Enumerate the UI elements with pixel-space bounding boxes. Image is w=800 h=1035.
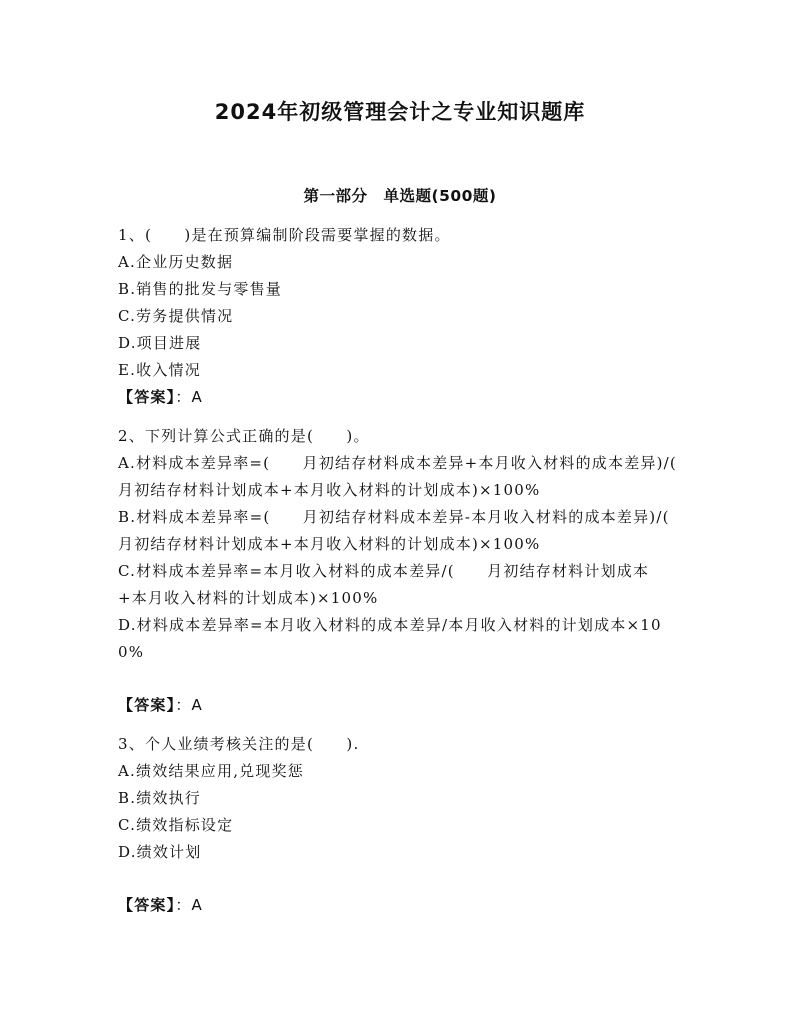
question-3: [118, 731, 678, 919]
spacer: [118, 866, 678, 892]
option-c: C.绩效指标设定: [118, 816, 234, 834]
spacer: [118, 719, 678, 731]
option-b: B.绩效执行: [118, 789, 201, 807]
question-stem: 1、( )是在预算编制阶段需要掌握的数据。: [118, 226, 451, 244]
spacer: [118, 666, 678, 692]
answer-value: ：A: [175, 896, 203, 914]
answer: [118, 692, 678, 719]
spacer: [118, 411, 678, 423]
option-c: C.材料成本差异率=本月收入材料的成本差异/( 月初结存材料计划成本+本月收入材料的计划成本)×100%: [118, 562, 650, 607]
answer: [118, 384, 678, 411]
option-a: A.企业历史数据: [118, 253, 234, 271]
option-b: B.材料成本差异率=( 月初结存材料成本差异-本月收入材料的成本差异)/( 月初结存材料计划成本+本月收入材料的计划成本)×100%: [118, 508, 703, 553]
document-title: 2024年初级管理会计之专业知识题库: [214, 100, 586, 124]
option-c: C.劳务提供情况: [118, 307, 234, 325]
option-e: E.收入情况: [118, 361, 201, 379]
answer-label: 【答案】: [118, 896, 176, 914]
answer-label: 【答案】: [118, 388, 176, 406]
question-2: [118, 423, 710, 719]
answer-label: 【答案】: [118, 696, 176, 714]
option-a: A.材料成本差异率=( 月初结存材料成本差异+本月收入材料的成本差异)/( 月初结存材料计划成本+本月收入材料的计划成本)×100%: [118, 454, 710, 499]
section-title: 第一部分 单选题(500题): [303, 187, 497, 205]
answer-value: ：A: [175, 388, 203, 406]
answer-value: ：A: [175, 696, 203, 714]
question-stem: 3、个人业绩考核关注的是( ).: [118, 735, 360, 753]
option-a: A.绩效结果应用,兑现奖惩: [118, 762, 304, 780]
option-d: D.材料成本差异率=本月收入材料的成本差异/本月收入材料的计划成本×100%: [118, 616, 662, 661]
answer: [118, 892, 678, 919]
option-d: D.项目进展: [118, 334, 202, 352]
question-1: [118, 222, 678, 411]
question-list: [118, 222, 710, 919]
option-d: D.绩效计划: [118, 843, 202, 861]
option-b: B.销售的批发与零售量: [118, 280, 282, 298]
question-stem: 2、下列计算公式正确的是( )。: [118, 427, 370, 445]
